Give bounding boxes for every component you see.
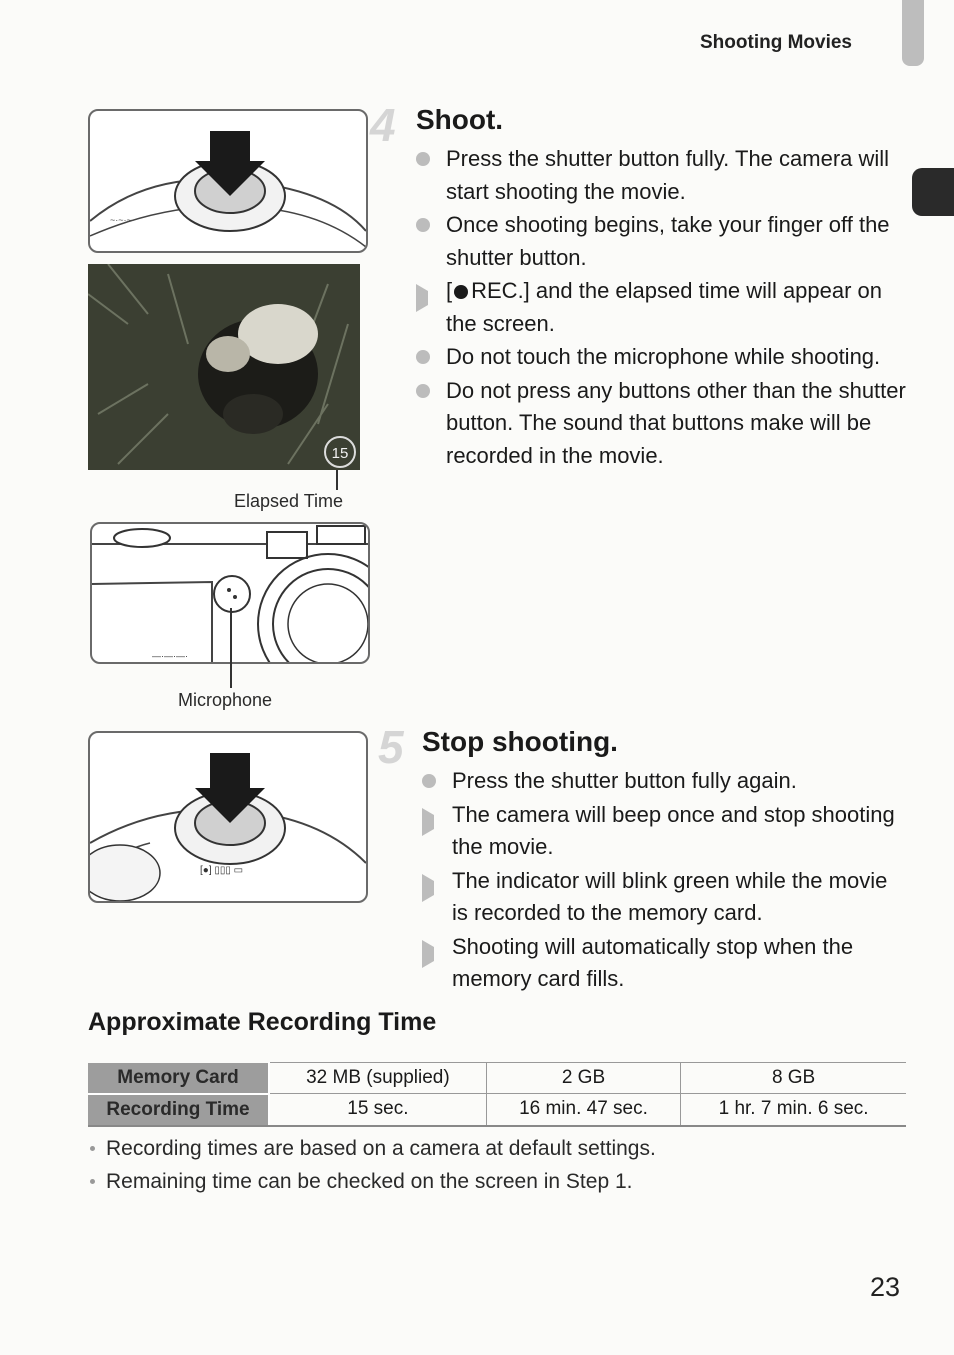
page-number: 23 [870, 1272, 901, 1302]
table-cell: 1 hr. 7 min. 6 sec. [681, 1094, 906, 1126]
step-4-number: 4 [370, 99, 396, 151]
table-row-header: Recording Time [88, 1094, 269, 1126]
step-5-bullet: Shooting will automatically stop when the memory card fills. [422, 931, 906, 996]
microphone-label: Microphone [178, 690, 273, 710]
bullet-circle-icon [416, 350, 430, 364]
table-row-header: Memory Card [88, 1063, 269, 1094]
dog-in-grass-photo [88, 264, 360, 470]
bullet-triangle-icon [422, 808, 448, 836]
section-header: Shooting Movies [700, 32, 852, 53]
shutter-release-illustration [88, 731, 368, 903]
svg-text:—·—·—·: —·—·—· [152, 651, 188, 661]
record-dot-icon [454, 285, 468, 299]
shutter-release-drawing [90, 733, 366, 901]
table-cell: 8 GB [681, 1063, 906, 1094]
svg-text:[●] ▯▯▯ ▭: [●] ▯▯▯ ▭ [200, 865, 244, 876]
step-5-bullet: Press the shutter button fully again. [422, 765, 906, 798]
shutter-press-drawing [90, 111, 366, 251]
svg-text:~·~·~·: ~·~·~· [110, 215, 135, 225]
recording-time-notes [88, 1132, 656, 1198]
movie-screen-photo [88, 264, 360, 470]
step-4-bullet: Do not press any buttons other than the shutter button. The sound that buttons make will be recorded in the movie. [416, 375, 906, 473]
microphone-leader-line [230, 608, 232, 688]
table-row [88, 1094, 906, 1126]
shutter-press-illustration [88, 109, 368, 253]
bullet-circle-icon [422, 774, 436, 788]
step-4-list [416, 143, 906, 473]
table-cell: 32 MB (supplied) [269, 1063, 486, 1094]
recording-time-table [88, 1062, 906, 1127]
step-5-title: Stop shooting. [422, 726, 618, 757]
bullet-triangle-icon [422, 874, 448, 902]
note-item: Recording times are based on a camera at default settings. [88, 1132, 656, 1165]
step-4-title: Shoot. [416, 104, 504, 135]
step-5-bullet: The camera will beep once and stop shooting the movie. [422, 799, 906, 864]
recording-time-heading: Approximate Recording Time [88, 1008, 437, 1036]
table-cell: 15 sec. [269, 1094, 486, 1126]
note-dot-icon [90, 1179, 95, 1184]
step-5-bullet: The indicator will blink green while the movie is recorded to the memory card. [422, 865, 906, 930]
bullet-circle-icon [416, 152, 430, 166]
elapsed-time-label: Elapsed Time [234, 491, 344, 511]
chapter-tab-top [902, 0, 924, 66]
elapsed-leader-line [336, 470, 338, 490]
bullet-circle-icon [416, 384, 430, 398]
note-dot-icon [90, 1146, 95, 1151]
bullet-triangle-icon [422, 940, 448, 968]
step-4-bullet: Press the shutter button fully. The camera will start shooting the movie. [416, 143, 906, 208]
bullet-circle-icon [416, 218, 430, 232]
step-5-list [422, 765, 906, 997]
step-4-bullet: Once shooting begins, take your finger off the shutter button. [416, 209, 906, 274]
table-cell: 2 GB [486, 1063, 680, 1094]
elapsed-time-readout: 15 [331, 445, 349, 462]
table-row [88, 1063, 906, 1094]
table-cell: 16 min. 47 sec. [486, 1094, 680, 1126]
bullet-triangle-icon [416, 284, 442, 312]
step-5-number: 5 [378, 721, 404, 773]
note-item: Remaining time can be checked on the screen in Step 1. [88, 1165, 656, 1198]
chapter-tab-side [912, 168, 954, 216]
step-4-bullet: Do not touch the microphone while shooting. [416, 341, 906, 374]
step-4-bullet: [ REC.] and the elapsed time will appear on the screen. [416, 275, 906, 340]
